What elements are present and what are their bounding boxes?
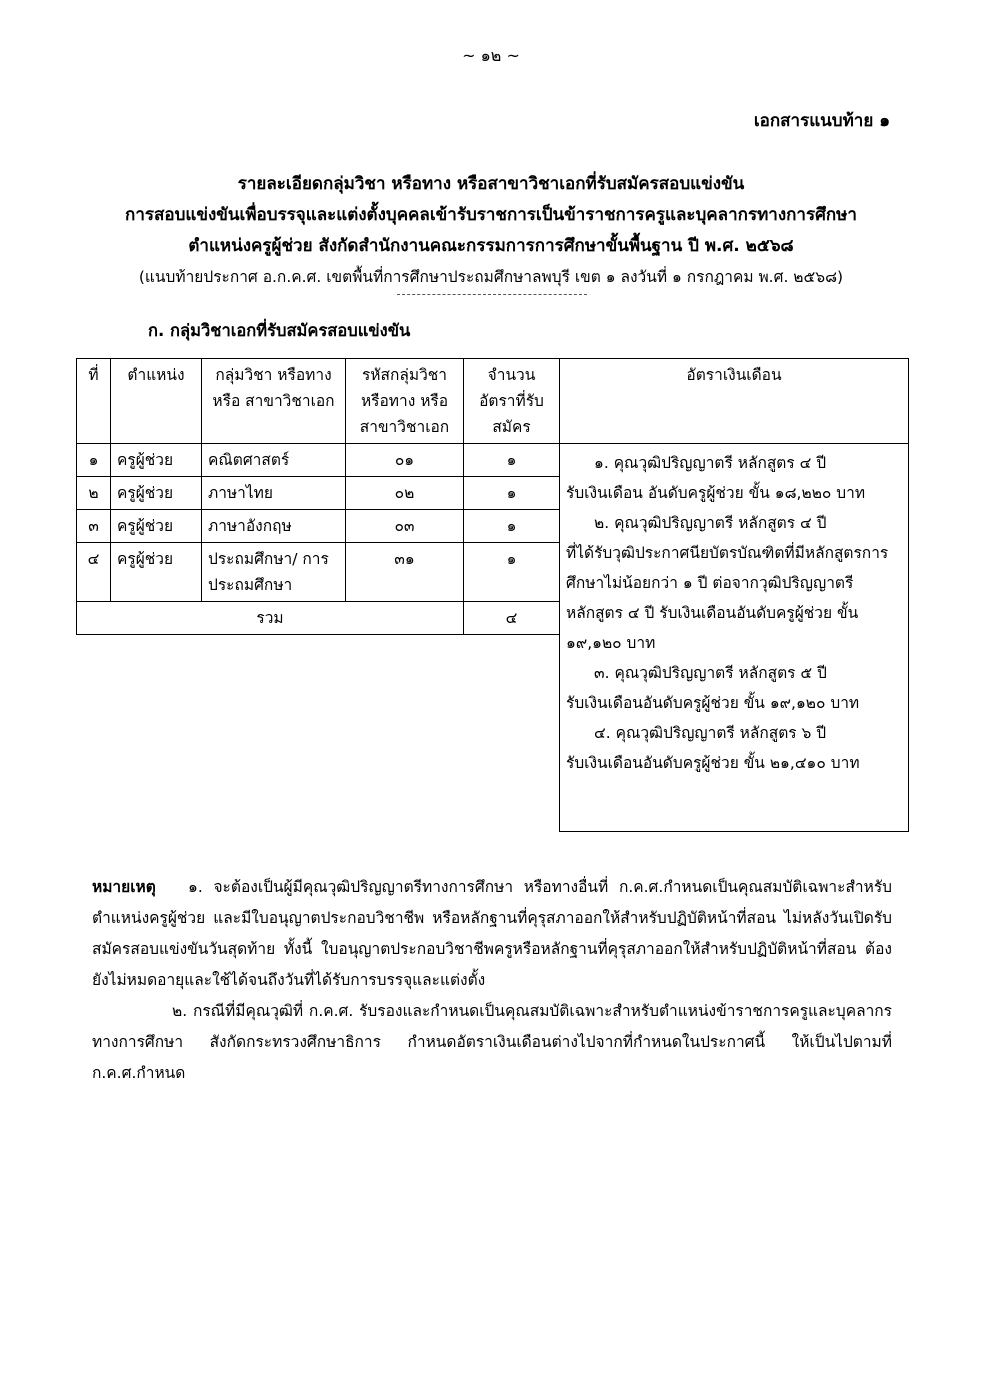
row-position: ครูผู้ช่วย: [111, 543, 202, 602]
row-count: ๑: [464, 477, 560, 510]
annex-label: เอกสารแนบท้าย ๑: [753, 111, 890, 131]
row-code: ๐๑: [346, 444, 464, 477]
salary-item-2-head: ๒. คุณวุฒิปริญญาตรี หลักสูตร ๔ ปี: [594, 514, 827, 532]
salary-item-3-head: ๓. คุณวุฒิปริญญาตรี หลักสูตร ๕ ปี: [594, 664, 827, 682]
title-line-1: รายละเอียดกลุ่มวิชา หรือทาง หรือสาขาวิชาเอกที่รับสมัครสอบแข่งขัน: [237, 174, 745, 194]
total-label: รวม: [77, 602, 464, 635]
row-code: ๓๑: [346, 543, 464, 602]
header-count: จำนวน อัตราที่รับ สมัคร: [464, 359, 560, 444]
row-count: ๑: [464, 543, 560, 602]
row-subject: คณิตศาสตร์: [202, 444, 346, 477]
blank-area: [77, 635, 560, 832]
subtitle: (แนบท้ายประกาศ อ.ก.ค.ศ. เขตพื้นที่การศึกษาประถมศึกษาลพบุรี เขต ๑ ลงวันที่ ๑ กรกฎาคม พ.ศ. ๒๕๖๘): [138, 268, 844, 286]
salary-item-1-head: ๑. คุณวุฒิปริญญาตรี หลักสูตร ๔ ปี: [594, 454, 827, 472]
note-1: [92, 872, 892, 996]
table-row: [77, 444, 909, 477]
row-no: ๒: [77, 477, 111, 510]
header-no: ที่: [77, 359, 111, 444]
table-header-row: [77, 359, 909, 444]
row-count: ๑: [464, 444, 560, 477]
row-position: ครูผู้ช่วย: [111, 510, 202, 543]
note-2: ๒. กรณีที่มีคุณวุฒิที่ ก.ค.ศ. รับรองและกำหนดเป็นคุณสมบัติเฉพาะสำหรับตำแหน่งข้าราชการครูและบุคลากรทางการศึกษา สังกัดกระทรวงศึกษาธิการ กำหนดอัตราเงินเดือนต่างไปจากที่กำหนดในประกาศนี้ ให้เป็นไปตามที่ ก.ค.ศ.กำหนด: [92, 1002, 892, 1082]
salary-item-1-body: รับเงินเดือน อันดับครูผู้ช่วย ขั้น ๑๘,๒๒๐ บาท: [566, 484, 866, 502]
row-position: ครูผู้ช่วย: [111, 444, 202, 477]
note-1-text: ๑. จะต้องเป็นผู้มีคุณวุฒิปริญญาตรีทางการศึกษา หรือทางอื่นที่ ก.ค.ศ.กำหนดเป็นคุณสมบัติเฉพาะสำหรับตำแหน่งครูผู้ช่วย และมีใบอนุญาตประกอบวิชาชีพ หรือหลักฐานที่คุรุสภาออกให้สำหรับปฏิบัติหน้าที่สอน ไม่หลังวันเปิดรับสมัครสอบแข่งขันวันสุดท้าย ทั้งนี้ ใบอนุญาตประกอบวิชาชีพครูหรือหลักฐานที่คุรุสภาออกให้สำหรับปฏิบัติหน้าที่สอน ต้องยังไม่หมดอายุและใช้ได้จนถึงวันที่ได้รับการบรรจุและแต่งตั้ง: [92, 878, 892, 989]
row-subject: ประถมศึกษา/ การประถมศึกษา: [202, 543, 346, 602]
subjects-table: [76, 358, 909, 832]
salary-item-4-body: รับเงินเดือนอันดับครูผู้ช่วย ขั้น ๒๑,๔๑๐ บาท: [566, 754, 860, 772]
title-line-3: ตำแหน่งครูผู้ช่วย สังกัดสำนักงานคณะกรรมการการศึกษาขั้นพื้นฐาน ปี พ.ศ. ๒๕๖๘: [188, 236, 794, 256]
row-no: ๔: [77, 543, 111, 602]
row-count: ๑: [464, 510, 560, 543]
notes-label: หมายเหตุ: [92, 878, 156, 896]
row-subject: ภาษาไทย: [202, 477, 346, 510]
header-code: รหัสกลุ่มวิชา หรือทาง หรือ สาขาวิชาเอก: [346, 359, 464, 444]
salary-item-2-body: ที่ได้รับวุฒิประกาศนียบัตรบัณฑิตที่มีหลักสูตรการศึกษาไม่น้อยกว่า ๑ ปี ต่อจากวุฒิปริญญาตรี หลักสูตร ๔ ปี รับเงินเดือนอันดับครูผู้ช่วย ขั้น ๑๙,๑๒๐ บาท: [566, 544, 889, 652]
salary-item-3-body: รับเงินเดือนอันดับครูผู้ช่วย ขั้น ๑๙,๑๒๐ บาท: [566, 694, 860, 712]
salary-item-4-head: ๔. คุณวุฒิปริญญาตรี หลักสูตร ๖ ปี: [594, 724, 827, 742]
header-subject: กลุ่มวิชา หรือทาง หรือ สาขาวิชาเอก: [202, 359, 346, 444]
header-position: ตำแหน่ง: [111, 359, 202, 444]
row-no: ๓: [77, 510, 111, 543]
row-position: ครูผู้ช่วย: [111, 477, 202, 510]
total-value: ๔: [464, 602, 560, 635]
row-subject: ภาษาอังกฤษ: [202, 510, 346, 543]
row-no: ๑: [77, 444, 111, 477]
title-line-2: การสอบแข่งขันเพื่อบรรจุและแต่งตั้งบุคคลเข้ารับราชการเป็นข้าราชการครูและบุคลากรทางการศึกษา: [125, 205, 857, 225]
section-heading: ก. กลุ่มวิชาเอกที่รับสมัครสอบแข่งขัน: [148, 321, 411, 340]
header-salary: อัตราเงินเดือน: [560, 359, 909, 444]
salary-cell: [560, 444, 909, 832]
page-number: ~ ๑๒ ~: [462, 46, 520, 65]
notes-block: [92, 872, 892, 1089]
row-code: ๐๓: [346, 510, 464, 543]
separator-line: [397, 294, 587, 295]
row-code: ๐๒: [346, 477, 464, 510]
